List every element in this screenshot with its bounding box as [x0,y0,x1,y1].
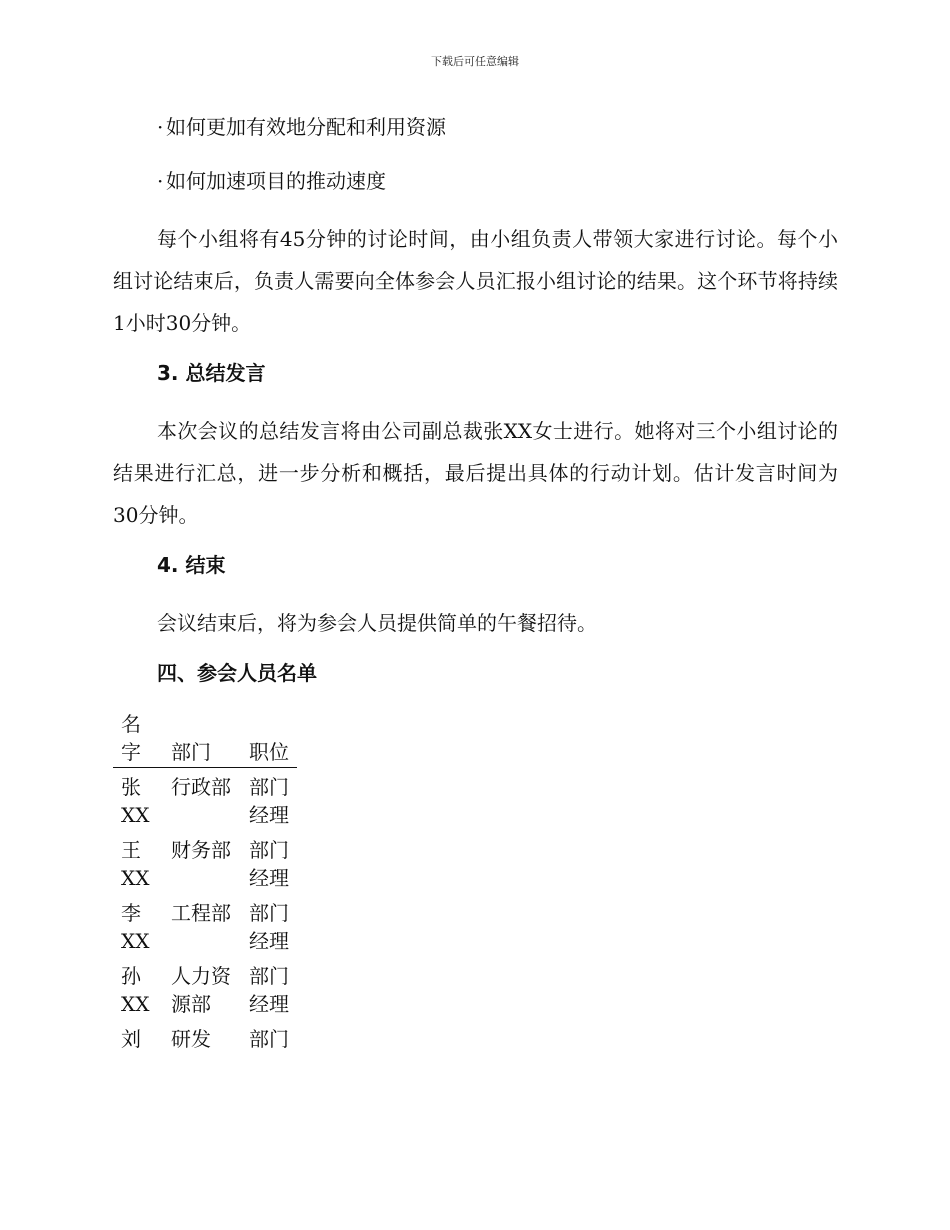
cell-name: 刘 [121,1027,141,1051]
cell-department: 工程部 [171,901,231,925]
attendee-table [113,710,297,1055]
cell-name: 李XX [121,901,150,953]
table-row [113,831,297,894]
section-heading-end: 4. 结束 [157,553,226,577]
table-row [113,768,297,832]
cell-position: 部门经理 [249,964,289,1016]
column-header-name: 名字 [113,710,163,768]
cell-position: 部门经理 [249,901,289,953]
bullet-dot: · [157,169,164,193]
cell-department: 财务部 [171,838,231,862]
cell-department: 研发 [171,1027,211,1051]
bullet-item [157,164,838,198]
document-body [113,110,838,1055]
bullet-item [157,110,838,144]
discussion-paragraph: 每个小组将有45分钟的讨论时间，由小组负责人带领大家进行讨论。每个小组讨论结束后，负责人需要向全体参会人员汇报小组讨论的结果。这个环节将持续1小时30分钟。 [113,227,838,335]
cell-position: 部门经理 [249,838,289,890]
cell-position: 部门 [249,1027,289,1051]
table-row [113,1020,297,1055]
cell-position: 部门经理 [249,775,289,827]
summary-paragraph: 本次会议的总结发言将由公司副总裁张XX女士进行。她将对三个小组讨论的结果进行汇总，进一步分析和概括，最后提出具体的行动计划。估计发言时间为30分钟。 [113,419,838,527]
cell-name: 张XX [121,775,150,827]
column-header-department: 部门 [163,710,241,768]
table-row [113,957,297,1020]
table-row [113,894,297,957]
cell-department: 行政部 [171,775,231,799]
page-header: 下载后可任意编辑 [431,55,519,68]
column-header-position: 职位 [241,710,297,768]
bullet-text: 如何加速项目的推动速度 [166,169,386,193]
cell-name: 孙XX [121,964,150,1016]
attendee-table-wrapper [113,710,838,1055]
end-paragraph: 会议结束后，将为参会人员提供简单的午餐招待。 [157,611,597,635]
table-header-row [113,710,297,768]
section-heading-attendees: 四、参会人员名单 [157,661,317,685]
bullet-text: 如何更加有效地分配和利用资源 [166,115,446,139]
section-heading-summary: 3. 总结发言 [157,361,266,385]
bullet-dot: · [157,115,164,139]
cell-department: 人力资源部 [171,964,231,1016]
cell-name: 王XX [121,838,150,890]
